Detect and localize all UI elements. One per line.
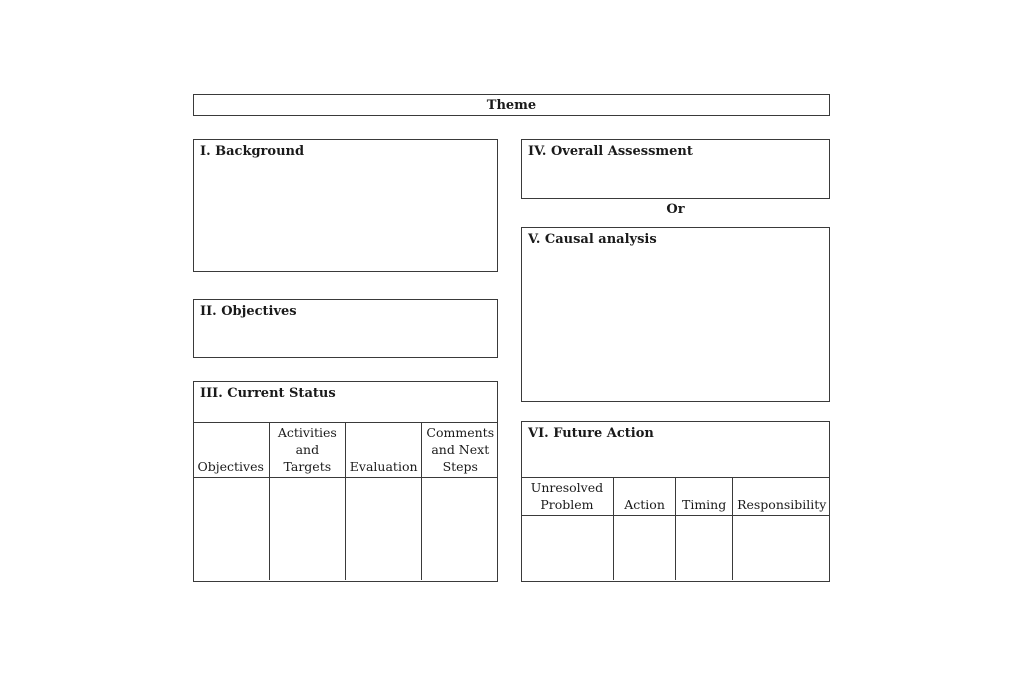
column-header-unresolved-problem: Unresolved Problem <box>521 478 614 516</box>
table-cell <box>521 516 614 581</box>
overall-assessment-section <box>521 139 830 199</box>
future-action-section <box>521 421 830 582</box>
or-label: Or <box>666 202 685 217</box>
column-header-responsibility: Responsibility <box>733 478 830 516</box>
causal-analysis-title: V. Causal analysis <box>528 232 657 247</box>
column-header-activities-targets: Activities and Targets <box>269 423 345 478</box>
future-action-table <box>521 477 830 580</box>
objectives-section <box>193 299 498 358</box>
current-status-title: III. Current Status <box>200 386 336 401</box>
future-action-body-row <box>521 516 830 581</box>
column-header-evaluation: Evaluation <box>346 423 422 478</box>
table-cell <box>676 516 733 581</box>
current-status-table <box>193 422 498 580</box>
table-cell <box>269 478 345 581</box>
table-cell <box>346 478 422 581</box>
column-header-timing: Timing <box>676 478 733 516</box>
column-header-comments-next-steps: Comments and Next Steps <box>422 423 498 478</box>
current-status-section <box>193 381 498 582</box>
column-header-action: Action <box>614 478 676 516</box>
future-action-header-row <box>521 478 830 516</box>
future-action-title: VI. Future Action <box>528 426 654 441</box>
background-section <box>193 139 498 272</box>
objectives-title: II. Objectives <box>200 304 297 319</box>
column-header-objectives: Objectives <box>193 423 269 478</box>
current-status-body-row <box>193 478 498 581</box>
causal-analysis-section <box>521 227 830 402</box>
table-cell <box>614 516 676 581</box>
theme-title: Theme <box>486 98 537 113</box>
current-status-header-row <box>193 423 498 478</box>
overall-assessment-title: IV. Overall Assessment <box>528 144 693 159</box>
table-cell <box>422 478 498 581</box>
theme-box <box>193 94 830 116</box>
table-cell <box>193 478 269 581</box>
table-cell <box>733 516 830 581</box>
background-title: I. Background <box>200 144 305 159</box>
